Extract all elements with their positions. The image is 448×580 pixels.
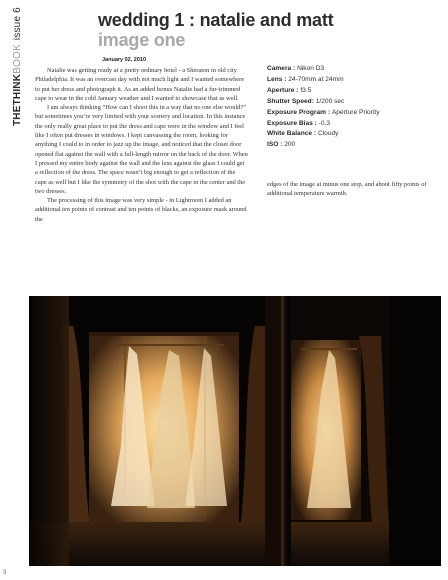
spec-row-exposure-bias <box>267 119 437 130</box>
brand-the: THETHINK <box>12 73 23 126</box>
spec-row-iso <box>267 140 437 151</box>
spec-value: -0.3 <box>318 119 331 127</box>
spec-label: Aperture : <box>267 86 301 94</box>
body-paragraph: Natalie was getting ready at a pretty ordinary hotel - a Sheraton in old city Philadelphia. It was an overcast day with not much light and I wanted somewhere to put her dress and photograph it. As an added bonus Natalie had a fur-trimmed cape to wear in the cold January weather and I wanted to showcase that as well. <box>35 67 245 102</box>
spec-label: Exposure Program : <box>267 108 332 116</box>
article-date: January 02, 2010 <box>102 57 147 63</box>
spec-label: Camera : <box>267 65 298 72</box>
brand-book: BOOK <box>12 44 23 74</box>
spec-label: ISO : <box>267 141 285 149</box>
spec-label: Shutter Speed: <box>267 97 316 105</box>
spec-value: 200 <box>284 141 296 149</box>
body-paragraph: The processing of this image was very simple - in Lightroom I added an additional ten points of contrast and ten points of blacks, an exposure mask around the <box>35 197 247 223</box>
spec-value: 1/200 sec <box>315 97 345 105</box>
spec-row-camera <box>267 64 437 75</box>
wedding-photo <box>29 296 441 566</box>
masthead <box>12 7 24 126</box>
spec-value: Aperture Priority <box>331 108 380 116</box>
spec-row-aperture <box>267 86 437 97</box>
page-number: 3 <box>3 570 7 576</box>
spec-label: White Balance : <box>267 130 318 138</box>
spec-row-white-balance <box>267 129 437 140</box>
article-subtitle: image one <box>98 30 186 50</box>
body-column-left <box>35 66 248 224</box>
masthead-text <box>12 7 23 126</box>
spec-value: f3.5 <box>300 86 312 94</box>
spec-row-exposure-program <box>267 108 437 119</box>
spec-value: Cloudy <box>317 130 339 138</box>
spec-label: Lens : <box>267 75 289 83</box>
body-paragraph: edges of the image at minus one stop, and about fifty points of additional temperature warmth. <box>267 181 427 198</box>
camera-specs <box>267 64 437 151</box>
article-title: wedding 1 : natalie and matt <box>98 10 334 30</box>
issue-label: issue 6 <box>12 7 23 41</box>
body-paragraph: I am always thinking “How can I shoot this in a way that no one else would?” but sometimes you’re very limited with your scenery and location. In this instance the only really great place to put the dress and cape were in the window and I feel like I often put dresses in windows. I kept canvassing the room, looking for anything I could to in order to jazz up the image, and noticed that the closet door opened flat against the wall with a full-length mirror on the back of the door. When I pressed my entire body against the wall and the lens against the glass I could get a reflection of the dress. The space wasn’t big enough to get a reflection of the cape as well but I like the symmetry of the shot with the cape in the center and the two dresses. <box>35 104 248 195</box>
spec-value: 24-70mm at 24mm <box>288 75 344 83</box>
spec-row-shutter <box>267 97 437 108</box>
spec-label: Exposure Bias : <box>267 119 319 127</box>
spec-value: Nikon D3 <box>297 65 325 72</box>
body-column-right <box>267 180 437 199</box>
spec-row-lens <box>267 75 437 86</box>
wedding-photo-illustration <box>29 296 441 566</box>
